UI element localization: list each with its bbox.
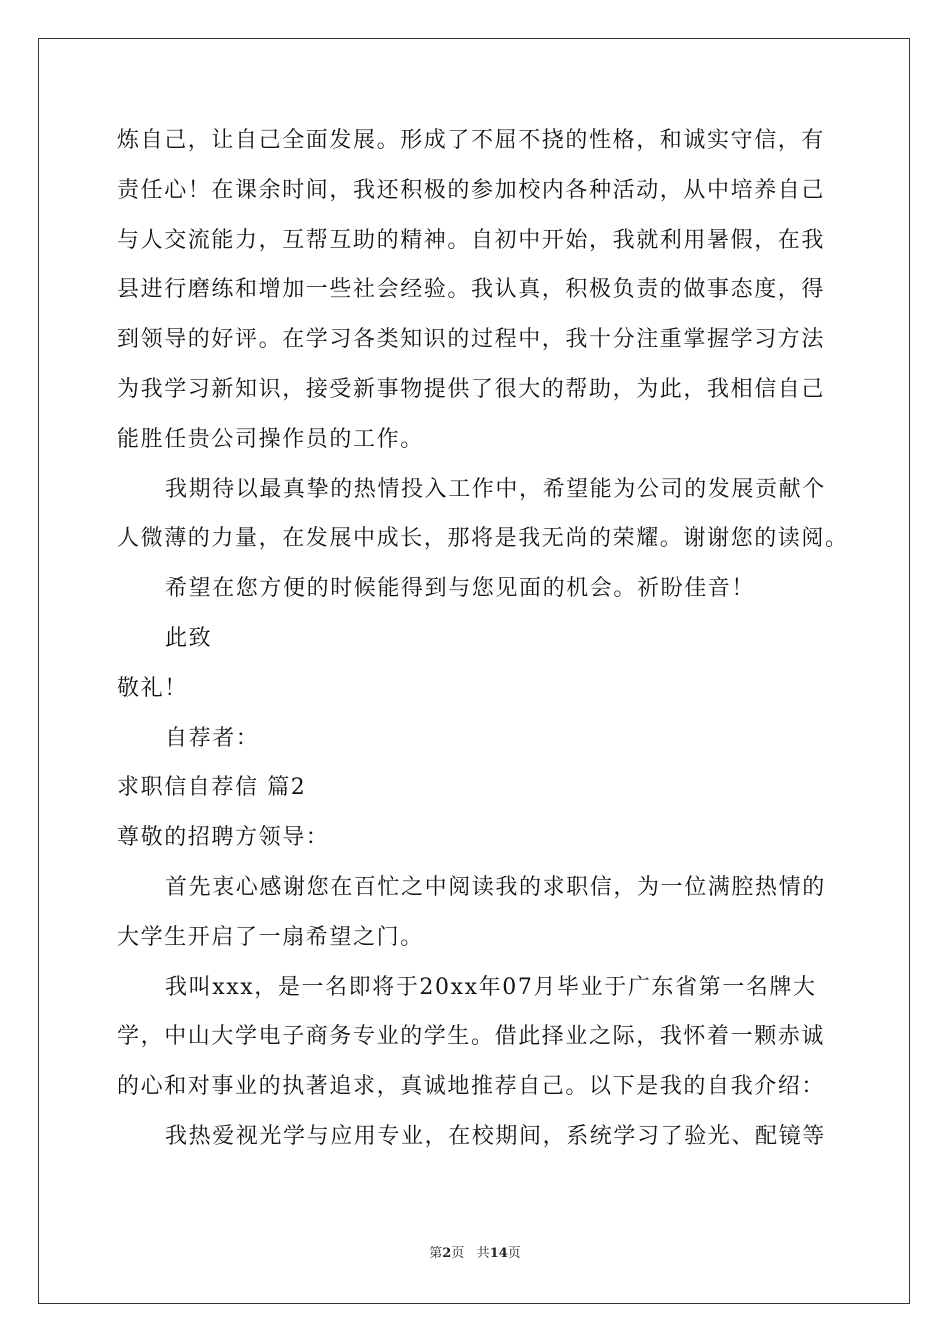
text-line: 县进行磨练和增加一些社会经验。我认真，积极负责的做事态度，得 (117, 277, 826, 303)
text-line: 责任心！在课余时间，我还积极的参加校内各种活动，从中培养自己 (117, 177, 826, 203)
text-line: 的心和对事业的执著追求，真诚地推荐自己。以下是我的自我介绍： (117, 1074, 826, 1100)
text-line: 此致 (165, 626, 213, 651)
text-line: 学，中山大学电子商务专业的学生。借此择业之际，我怀着一颗赤诚 (117, 1024, 826, 1050)
footer-total-prefix: 共 (476, 1246, 490, 1261)
footer-page-unit: 页 (451, 1246, 465, 1261)
text-line: 与人交流能力，互帮互助的精神。自初中开始，我就利用暑假，在我 (117, 227, 826, 253)
text-line: 大学生开启了一扇希望之门。 (117, 924, 424, 950)
text-line: 我叫xxx，是一名即将于20xx年07月毕业于广东省第一名牌大 (165, 974, 817, 1000)
text-line: 为我学习新知识，接受新事物提供了很大的帮助，为此，我相信自己 (117, 377, 826, 402)
text-line: 到领导的好评。在学习各类知识的过程中，我十分注重掌握学习方法 (117, 327, 826, 353)
text-line: 人微薄的力量，在发展中成长，那将是我无尚的荣耀。谢谢您的读阅。 (117, 526, 849, 552)
text-line: 炼自己，让自己全面发展。形成了不屈不挠的性格，和诚实守信，有 (117, 128, 826, 153)
text-line: 自荐者： (165, 725, 260, 751)
footer-prefix: 第 (429, 1246, 443, 1261)
text-line: 我期待以最真挚的热情投入工作中，希望能为公司的发展贡献个 (165, 476, 826, 502)
text-line: 首先衷心感谢您在百忙之中阅读我的求职信，为一位满腔热情的 (165, 875, 826, 900)
page-footer (0, 1245, 950, 1263)
text-line: 尊敬的招聘方领导： (117, 825, 330, 851)
text-line: 希望在您方便的时候能得到与您见面的机会。祈盼佳音！ (165, 576, 756, 602)
current-page-number: 2 (442, 1246, 452, 1261)
footer-total-unit: 页 (507, 1246, 521, 1261)
total-pages-number: 14 (489, 1246, 508, 1261)
text-line: 求职信自荐信 篇2 (117, 775, 307, 801)
text-line: 能胜任贵公司操作员的工作。 (117, 426, 424, 452)
text-line: 我热爱视光学与应用专业，在校期间，系统学习了验光、配镜等 (165, 1124, 826, 1149)
text-line: 敬礼！ (117, 675, 188, 701)
